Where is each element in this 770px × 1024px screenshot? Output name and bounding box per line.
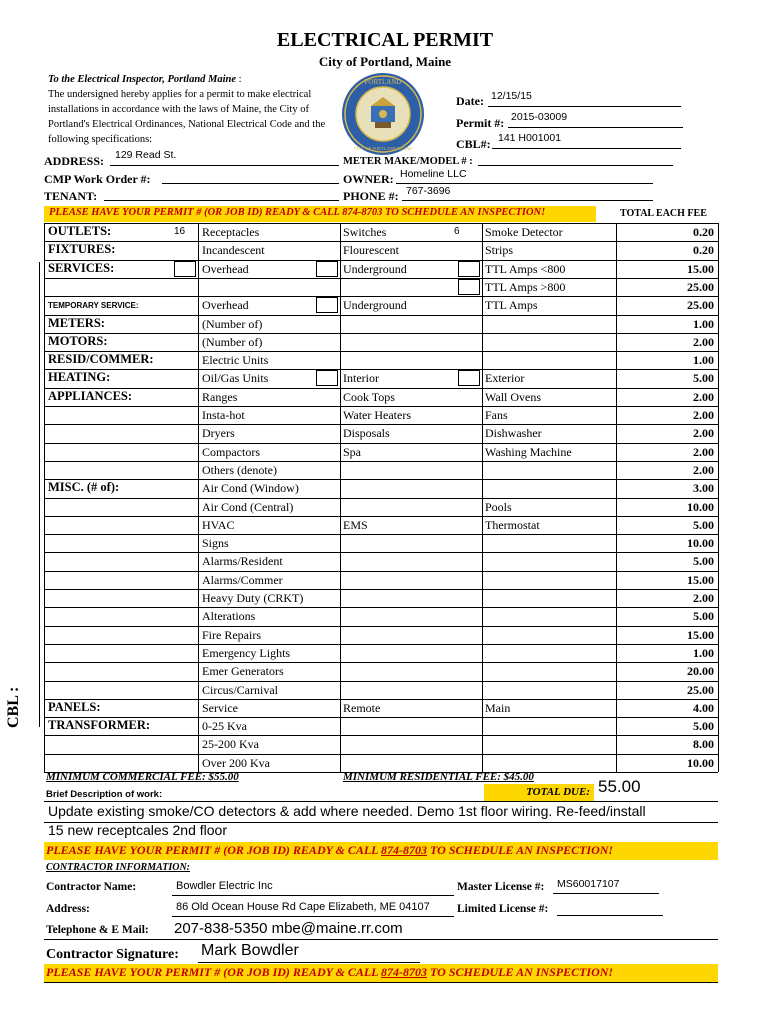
table-grid-line: [44, 333, 718, 334]
item-label: Disposals: [343, 426, 390, 441]
fee-amount: 25.00: [687, 298, 714, 313]
total-each-fee-label: TOTAL EACH FEE: [620, 208, 707, 219]
item-label: Alarms/Resident: [202, 554, 283, 569]
permit-label: Permit #:: [456, 116, 505, 130]
row-category-label: PANELS:: [48, 699, 101, 714]
fee-amount: 10.00: [687, 536, 714, 551]
row-category-label: SERVICES:: [48, 260, 115, 275]
fee-table-row: [44, 681, 718, 699]
fee-table-row: [44, 333, 718, 351]
fee-amount: 15.00: [687, 627, 714, 642]
cbl-label: CBL#:: [456, 137, 491, 151]
item-label: Water Heaters: [343, 408, 411, 422]
table-grid-line: [44, 681, 718, 682]
date-field[interactable]: 12/15/15: [491, 90, 532, 102]
master-license-field[interactable]: MS60017107: [557, 878, 620, 890]
row-category-label: METERS:: [48, 315, 105, 330]
item-label: Compactors: [202, 444, 260, 459]
fee-amount: 5.00: [693, 371, 714, 386]
address-line: [110, 165, 339, 166]
table-grid-line: [44, 498, 718, 499]
table-grid-line: [44, 406, 718, 407]
item-label: Fire Repairs: [202, 627, 261, 642]
table-grid-line: [340, 223, 341, 772]
fee-amount: 2.00: [693, 426, 714, 441]
fee-table-row: [44, 461, 718, 479]
fee-amount: 2.00: [693, 408, 714, 422]
fee-table-row: [44, 662, 718, 680]
intro-line: installations in accordance with the laws of Maine, the City of: [48, 104, 309, 115]
fee-amount: 0.20: [693, 243, 714, 258]
item-label: Service: [202, 700, 238, 715]
item-label: 0-25 Kva: [202, 719, 247, 734]
fee-table-row: [44, 479, 718, 497]
item-checkbox[interactable]: [316, 370, 338, 386]
fee-amount: 10.00: [687, 755, 714, 770]
fee-table-row: [44, 699, 718, 717]
item-label: EMS: [343, 517, 368, 532]
table-grid-line: [198, 223, 199, 772]
table-grid-line: [44, 552, 718, 553]
telephone-email-field[interactable]: 207-838-5350 mbe@maine.rr.com: [174, 920, 403, 937]
table-grid-line: [44, 443, 718, 444]
fee-table-row: [44, 388, 718, 406]
fee-table-row: [44, 607, 718, 625]
row-category-label: MOTORS:: [48, 333, 108, 348]
phone-line: [402, 200, 653, 201]
intro-line: Portland's Electrical Ordinances, National Electrical Code and the: [48, 119, 326, 130]
master-license-label: Master License #:: [457, 881, 545, 893]
item-checkbox[interactable]: [174, 261, 196, 277]
contractor-address-field[interactable]: 86 Old Ocean House Rd Cape Elizabeth, ME 04107: [176, 901, 430, 913]
address-label: ADDRESS:: [44, 154, 105, 168]
item-label: Air Cond (Central): [202, 499, 294, 514]
row-category-label: RESID/COMMER:: [48, 352, 154, 367]
contractor-info-heading: CONTRACTOR INFORMATION:: [46, 862, 191, 873]
contractor-name-label: Contractor Name:: [46, 881, 137, 893]
item-label: Receptacles: [202, 225, 260, 239]
table-grid-line: [44, 516, 718, 517]
total-due-field[interactable]: 55.00: [598, 777, 641, 796]
item-label: Signs: [202, 536, 229, 551]
fee-amount: 8.00: [693, 737, 714, 752]
item-label: Overhead: [202, 298, 249, 313]
table-grid-line: [44, 278, 718, 279]
fee-amount: 0.20: [693, 225, 714, 239]
intro-heading: To the Electrical Inspector, Portland Maine :: [48, 74, 242, 85]
signature-label: Contractor Signature:: [46, 947, 179, 962]
row-category-label: HEATING:: [48, 370, 111, 385]
fee-table-row: [44, 223, 718, 241]
cbl-line: [492, 148, 681, 149]
fee-table-row: [44, 644, 718, 662]
tenant-label: TENANT:: [44, 189, 98, 203]
item-checkbox[interactable]: [458, 279, 480, 295]
table-grid-line: [44, 351, 718, 352]
item-label: Strips: [485, 243, 514, 258]
item-label: Underground: [343, 298, 407, 313]
item-label: Air Cond (Window): [202, 481, 299, 496]
contractor-address-label: Address:: [46, 903, 90, 915]
cmp-line: [162, 183, 339, 184]
permit-line: [508, 127, 683, 128]
table-grid-line: [44, 662, 718, 663]
table-grid-line: [44, 589, 718, 590]
table-grid-line: [44, 241, 718, 242]
total-due-label: TOTAL DUE:: [484, 784, 594, 801]
fee-table-row: [44, 406, 718, 424]
table-grid-line: [44, 735, 718, 736]
item-checkbox[interactable]: [316, 297, 338, 313]
item-label: Over 200 Kva: [202, 755, 270, 770]
item-label: Emer Generators: [202, 664, 284, 679]
description-line-1[interactable]: Update existing smoke/CO detectors & add where needed. Demo 1st floor wiring. Re-feed/install: [48, 803, 646, 819]
owner-label: OWNER:: [343, 172, 394, 186]
fee-table-row: [44, 735, 718, 753]
description-line-2[interactable]: 15 new receptcales 2nd floor: [48, 822, 227, 838]
cbl-field[interactable]: 141 H001001: [498, 132, 562, 144]
item-label: Wall Ovens: [485, 389, 542, 404]
fee-table-row: [44, 315, 718, 333]
item-label: Smoke Detector: [485, 225, 563, 239]
table-grid-line: [44, 644, 718, 645]
item-label: Washing Machine: [485, 444, 572, 459]
item-label: Emergency Lights: [202, 645, 291, 660]
seal-bottom-text: CITY OF PORTLAND MAINE: [354, 146, 412, 151]
table-grid-line: [44, 424, 718, 425]
signature-field[interactable]: Mark Bowdler: [201, 942, 299, 959]
table-grid-line: [44, 626, 718, 627]
fee-amount: 3.00: [693, 481, 714, 496]
table-grid-line: [44, 315, 718, 316]
row-category-label: TEMPORARY SERVICE:: [48, 301, 139, 311]
fee-table-row: [44, 552, 718, 570]
item-label: Insta-hot: [202, 408, 245, 422]
item-label: Electric Units: [202, 353, 269, 368]
description-top-line: [44, 801, 718, 802]
item-label: Cook Tops: [343, 389, 395, 404]
side-cbl-label: CBL :: [5, 686, 22, 728]
limited-license-line: [557, 915, 663, 916]
fee-amount: 4.00: [693, 700, 714, 715]
fee-table-row: [44, 516, 718, 534]
fee-table-row: [44, 534, 718, 552]
fee-table-row: [44, 241, 718, 259]
item-label: TTL Amps <800: [485, 261, 566, 276]
limited-license-label: Limited License #:: [457, 903, 549, 915]
table-grid-line: [44, 607, 718, 608]
page-title: ELECTRICAL PERMIT: [276, 29, 494, 51]
item-label: Underground: [343, 261, 407, 276]
meter-label: METER MAKE/MODEL # :: [343, 156, 473, 167]
side-cbl-line: [39, 262, 40, 727]
item-quantity-field[interactable]: 6: [454, 226, 460, 237]
fee-table-row: [44, 626, 718, 644]
item-label: Dishwasher: [485, 426, 542, 441]
meter-line: [478, 165, 673, 166]
fee-amount: 5.00: [693, 719, 714, 734]
inspection-banner-bottom: PLEASE HAVE YOUR PERMIT # (OR JOB ID) READY & CALL 874-8703 TO SCHEDULE AN INSPECTION!: [44, 964, 718, 982]
table-grid-line: [44, 479, 718, 480]
item-label: Switches: [343, 225, 387, 239]
contractor-name-line: [172, 895, 454, 896]
address-field[interactable]: 129 Read St.: [115, 149, 177, 161]
row-category-label: MISC. (# of):: [48, 480, 120, 495]
fee-table-row: [44, 369, 718, 387]
phone-field[interactable]: 767-3696: [406, 185, 451, 197]
row-category-label: FIXTURES:: [48, 242, 116, 257]
date-label: Date:: [456, 94, 484, 108]
fee-table-row: [44, 571, 718, 589]
inspection-banner-middle: PLEASE HAVE YOUR PERMIT # (OR JOB ID) READY & CALL 874-8703 TO SCHEDULE AN INSPECTION!: [44, 842, 718, 860]
item-label: (Number of): [202, 334, 263, 349]
fee-amount: 2.00: [693, 591, 714, 605]
fee-amount: 2.00: [693, 462, 714, 477]
cmp-label: CMP Work Order #:: [44, 172, 151, 186]
table-grid-line: [44, 534, 718, 535]
fee-table-row: [44, 754, 718, 772]
item-label: Heavy Duty (CRKT): [202, 591, 304, 605]
fee-amount: 15.00: [687, 261, 714, 276]
item-label: TTL Amps >800: [485, 279, 566, 294]
table-grid-line: [44, 717, 718, 718]
item-label: Oil/Gas Units: [202, 371, 269, 386]
fee-table-row: [44, 278, 718, 296]
signature-line: [198, 962, 420, 963]
table-grid-line: [44, 388, 718, 389]
fee-amount: 2.00: [693, 334, 714, 349]
item-checkbox[interactable]: [316, 261, 338, 277]
item-checkbox[interactable]: [458, 370, 480, 386]
item-label: Alarms/Commer: [202, 572, 283, 587]
brief-description-label: Brief Description of work:: [46, 789, 163, 800]
item-label: Alterations: [202, 609, 256, 624]
table-grid-line: [44, 369, 718, 370]
fee-amount: 5.00: [693, 609, 714, 624]
item-label: Others (denote): [202, 462, 277, 477]
row-category-label: APPLIANCES:: [48, 388, 133, 403]
item-label: Flourescent: [343, 243, 399, 258]
table-grid-line: [44, 461, 718, 462]
item-label: Pools: [485, 499, 512, 514]
item-label: Thermostat: [485, 517, 540, 532]
item-label: 25-200 Kva: [202, 737, 259, 752]
item-label: Overhead: [202, 261, 249, 276]
row-category-label: TRANSFORMER:: [48, 718, 151, 733]
telephone-email-label: Telephone & E Mail:: [46, 924, 149, 936]
item-label: HVAC: [202, 517, 235, 532]
table-grid-line: [482, 223, 483, 772]
item-label: Incandescent: [202, 243, 265, 258]
intro-line: following specifications:: [48, 134, 153, 145]
item-label: TTL Amps: [485, 298, 538, 313]
fee-amount: 5.00: [693, 554, 714, 569]
fee-table-row: [44, 260, 718, 278]
item-label: Exterior: [485, 371, 525, 386]
tenant-line: [104, 200, 339, 201]
table-grid-line: [44, 260, 718, 261]
item-label: Main: [485, 700, 511, 715]
min-commercial-fee: MINIMUM COMMERCIAL FEE: $55.00: [46, 771, 239, 783]
table-grid-line: [616, 223, 617, 772]
page-bottom-line: [44, 982, 718, 983]
contractor-name-field[interactable]: Bowdler Electric Inc: [176, 880, 273, 892]
table-grid-line: [44, 223, 45, 772]
fee-table-row: [44, 296, 718, 314]
table-grid-line: [718, 223, 719, 772]
permit-field[interactable]: 2015-03009: [511, 111, 568, 123]
fee-table-row: [44, 351, 718, 369]
seal-top-text: PORTLAND: [364, 78, 402, 86]
row-category-label: OUTLETS:: [48, 224, 112, 238]
fee-amount: 20.00: [687, 664, 714, 679]
fee-table-row: [44, 443, 718, 461]
city-seal-icon: [341, 72, 425, 156]
fee-amount: 25.00: [687, 682, 714, 697]
table-grid-line: [44, 754, 718, 755]
item-label: Fans: [485, 408, 508, 422]
date-line: [488, 106, 681, 107]
item-checkbox[interactable]: [458, 261, 480, 277]
fee-amount: 1.00: [693, 645, 714, 660]
phone-label: PHONE #:: [343, 189, 399, 203]
fee-table-row: [44, 589, 718, 607]
intro-line: The undersigned hereby applies for a permit to make electrical: [48, 89, 312, 100]
fee-amount: 15.00: [687, 572, 714, 587]
min-residential-fee: MINIMUM RESIDENTIAL FEE: $45.00: [343, 771, 534, 783]
fee-amount: 10.00: [687, 499, 714, 514]
master-license-line: [553, 893, 659, 894]
fee-amount: 2.00: [693, 444, 714, 459]
table-grid-line: [44, 296, 718, 297]
owner-field[interactable]: Homeline LLC: [400, 168, 467, 180]
table-grid-line: [44, 699, 718, 700]
inspection-banner-top: PLEASE HAVE YOUR PERMIT # (OR JOB ID) READY & CALL 874-8703 TO SCHEDULE AN INSPECTION!: [44, 206, 596, 222]
item-label: Spa: [343, 444, 361, 459]
owner-line: [396, 183, 653, 184]
fee-table-row: [44, 717, 718, 735]
fee-amount: 25.00: [687, 279, 714, 294]
page-subtitle: City of Portland, Maine: [318, 54, 452, 69]
fee-amount: 2.00: [693, 389, 714, 404]
fee-table-row: [44, 424, 718, 442]
fee-amount: 5.00: [693, 517, 714, 532]
table-grid-line: [44, 571, 718, 572]
contractor-address-line: [172, 916, 454, 917]
item-label: Interior: [343, 371, 379, 386]
fee-table-row: [44, 498, 718, 516]
table-grid-line: [44, 223, 718, 224]
fee-amount: 1.00: [693, 353, 714, 368]
item-quantity-field[interactable]: 16: [174, 226, 186, 237]
telephone-bottom-line: [44, 939, 718, 940]
item-label: Remote: [343, 700, 381, 715]
item-label: Circus/Carnival: [202, 682, 278, 697]
item-label: (Number of): [202, 316, 263, 331]
item-label: Ranges: [202, 389, 238, 404]
item-label: Dryers: [202, 426, 235, 441]
fee-amount: 1.00: [693, 316, 714, 331]
